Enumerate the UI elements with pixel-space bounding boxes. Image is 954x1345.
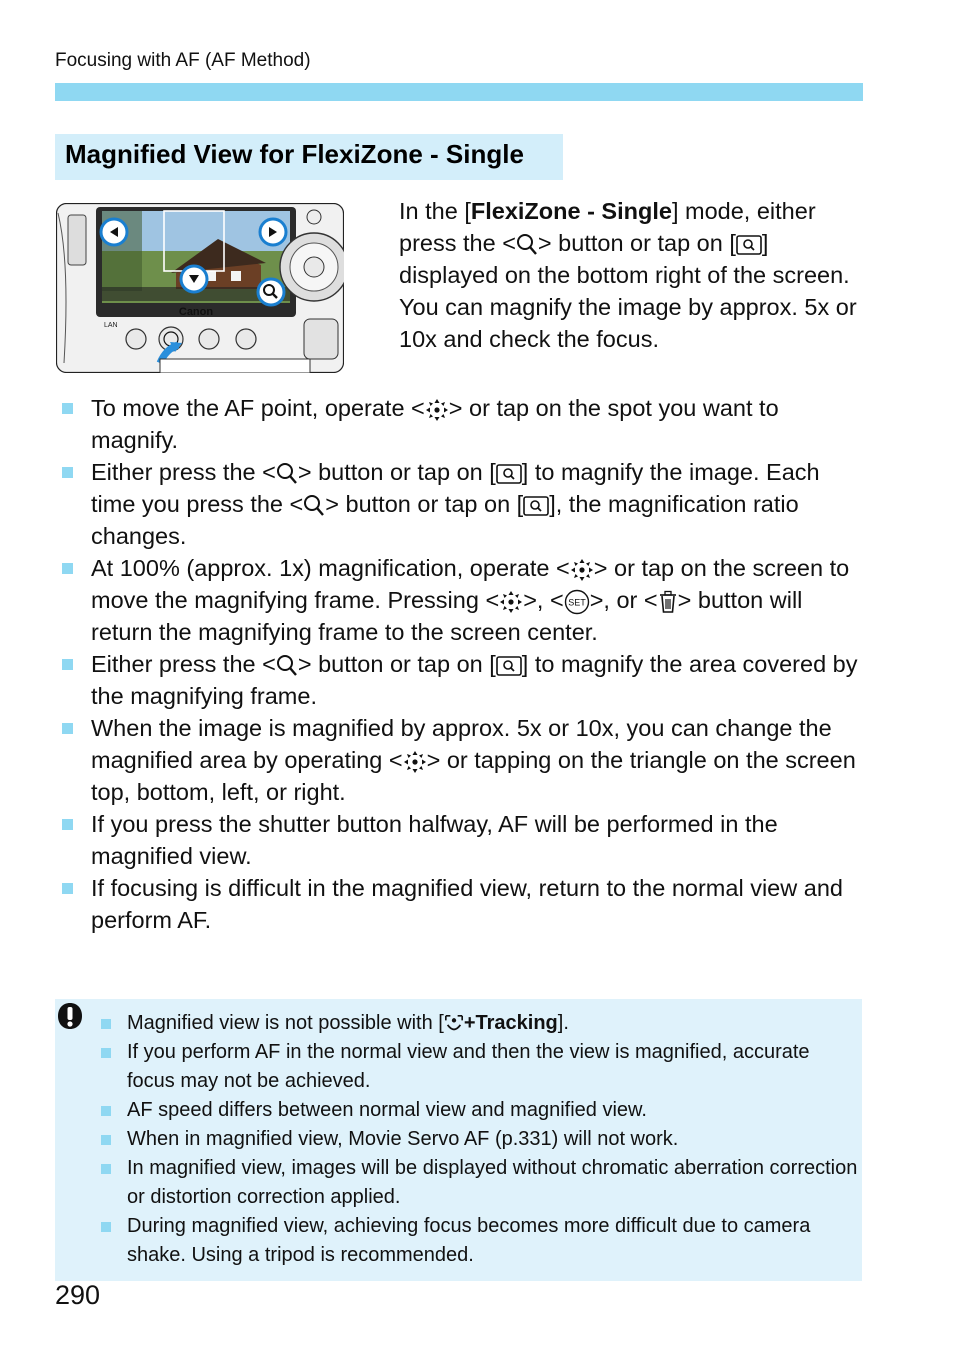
running-head: Focusing with AF (AF Method) — [55, 50, 311, 71]
caution-box — [55, 999, 862, 1281]
instruction-list — [58, 392, 868, 936]
magnify-icon — [276, 654, 298, 678]
intro-paragraph: In the [FlexiZone - Single] mode, either press the < > button or tap on [ ] displayed on the bottom right of the screen. You can magnify the image by approx. 5x or 10x and check the focus. — [399, 198, 857, 352]
list-item: To move the AF point, operate < > or tap on the spot you want to magnify. — [58, 392, 868, 456]
magnify-touch-icon — [496, 656, 522, 676]
list-item: At 100% (approx. 1x) magnification, operate < > or tap on the screen to move the magnifying frame. Pressing < >, < >, or < > button will return the magnifying frame to the screen center. — [58, 552, 868, 648]
page-number: 290 — [55, 1280, 101, 1310]
list-item: In magnified view, images will be displayed without chromatic aberration correction or distortion correction applied. — [99, 1154, 859, 1212]
mode-name: FlexiZone - Single — [470, 198, 672, 224]
set-button-icon — [564, 589, 590, 615]
magnify-touch-icon — [736, 235, 762, 255]
camera-brand-logo: Canon — [178, 306, 214, 318]
list-item: Magnified view is not possible with [ +Tracking]. — [99, 1009, 859, 1038]
camera-back-illustration — [56, 203, 344, 373]
caution-list — [99, 1009, 859, 1270]
multi-controller-icon — [425, 398, 449, 422]
magnify-touch-icon — [523, 496, 549, 516]
trash-icon — [658, 590, 678, 614]
list-item: Either press the < > button or tap on [ ] to magnify the image. Each time you press the < > button or tap on [ ], the magnification ratio changes. — [58, 456, 868, 552]
list-item: When the image is magnified by approx. 5x or 10x, you can change the magnified area by operating < > or tapping on the triangle on the screen top, bottom, left, or right. — [58, 712, 868, 808]
list-item: If you perform AF in the normal view and then the view is magnified, accurate focus may not be achieved. — [99, 1038, 859, 1096]
list-item: If focusing is difficult in the magnified view, return to the normal view and perform AF. — [58, 872, 868, 936]
multi-controller-icon — [570, 558, 594, 582]
magnify-touch-icon — [496, 464, 522, 484]
multi-controller-icon — [499, 590, 523, 614]
list-item: When in magnified view, Movie Servo AF (p.331) will not work. — [99, 1125, 859, 1154]
list-item: During magnified view, achieving focus becomes more difficult due to camera shake. Using a tripod is recommended. — [99, 1212, 859, 1270]
section-title: Magnified View for FlexiZone - Single — [55, 134, 563, 180]
magnify-icon — [303, 494, 325, 518]
list-item: AF speed differs between normal view and magnified view. — [99, 1096, 859, 1125]
multi-controller-icon — [403, 750, 427, 774]
magnify-icon — [276, 462, 298, 486]
caution-icon — [55, 1001, 85, 1031]
list-item: Either press the < > button or tap on [ ] to magnify the area covered by the magnifying frame. — [58, 648, 868, 712]
face-tracking-icon — [444, 1014, 464, 1034]
svg-text:LAN: LAN — [104, 322, 118, 329]
magnify-icon — [516, 233, 538, 257]
list-item: If you press the shutter button halfway, AF will be performed in the magnified view. — [58, 808, 868, 872]
header-accent-bar — [55, 83, 863, 101]
